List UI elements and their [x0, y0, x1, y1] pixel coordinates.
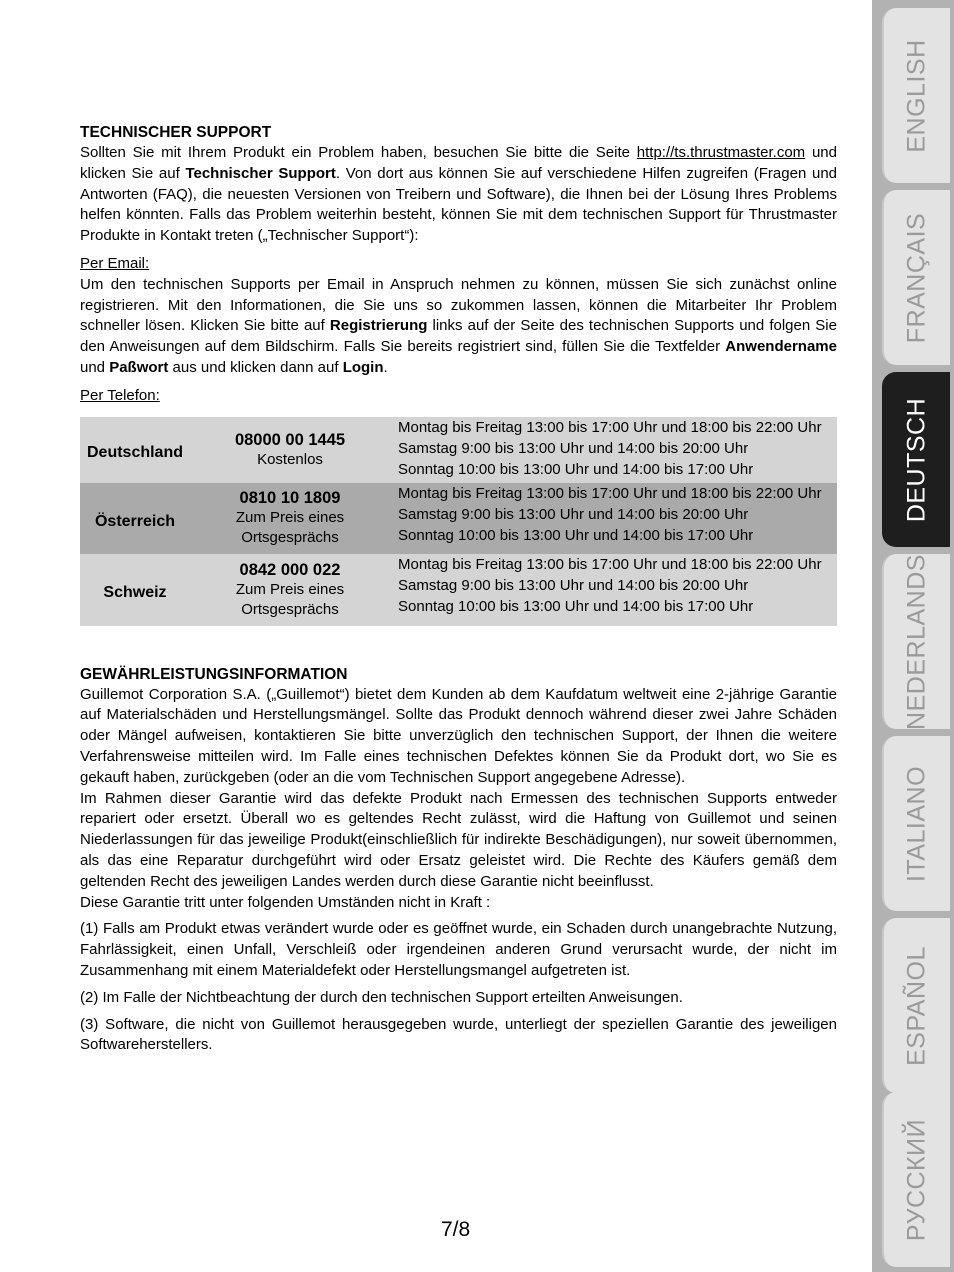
country-cell: Österreich — [94, 512, 176, 530]
support-link[interactable]: http://ts.thrustmaster.com — [636, 144, 806, 161]
hours-line: Samstag 9:00 bis 13:00 Uhr und 14:00 bis 20:00 Uhr — [398, 505, 749, 523]
support-intro: Sollten Sie mit Ihrem Produkt ein Problem haben, besuchen Sie bitte die Seite http://ts.thrustmaster.com und klicken Sie auf Technischer Support. Von dort aus können Sie auf verschiedene Hilfen zugreifen (Fragen und Antworten (FAQ), die neuesten Versionen von Treibern und Software), die Ihnen bei der Lösung Ihres Problems helfen könnten. Falls das Problem weiterhin besteht, können Sie mit dem technischen Support für Thrustmaster Produkte in Kontakt treten („Technischer Support“): — [80, 144, 837, 245]
tab-label: NEDERLANDS — [902, 553, 931, 730]
phone-label: Per Telefon: — [80, 386, 160, 404]
hours-cell — [390, 483, 837, 554]
phone-cell — [190, 417, 390, 483]
country-cell: Deutschland — [86, 444, 183, 462]
phone-rate: Ortsgesprächs — [241, 600, 339, 618]
country-cell: Schweiz — [103, 584, 167, 602]
tab-italiano[interactable] — [882, 736, 950, 911]
tab-nederlands[interactable] — [882, 554, 950, 729]
hours-line: Sonntag 10:00 bis 13:00 Uhr und 14:00 bis 17:00 Uhr — [398, 460, 754, 478]
tab-label: ESPAÑOL — [902, 945, 931, 1066]
tab-espanol[interactable] — [882, 918, 950, 1093]
phone-cell — [190, 554, 390, 626]
warranty-paragraph-3: Diese Garantie tritt unter folgenden Umständen nicht in Kraft : — [80, 893, 491, 911]
tab-label: ENGLISH — [902, 38, 931, 153]
phone-rate: Ortsgesprächs — [241, 529, 339, 547]
tab-label: ITALIANO — [902, 765, 931, 882]
tab-deutsch[interactable] — [882, 372, 950, 547]
email-paragraph: Um den technischen Supports per Email in Anspruch nehmen zu können, müssen Sie sich zunächst online registrieren. Mit den Informationen, die Sie uns so zukommen lassen, können die Mitarbeiter Ihr Problem schneller lösen. Klicken Sie bitte auf Registrierung links auf der Seite des technischen Supports und folgen Sie den Anweisungen auf dem Bildschirm. Falls Sie bereits registriert sind, füllen Sie die Textfelder Anwendername und Paßwort aus und klicken dann auf Login. — [80, 275, 837, 376]
support-phone-table — [80, 417, 837, 626]
hours-line: Sonntag 10:00 bis 13:00 Uhr und 14:00 bis 17:00 Uhr — [398, 597, 754, 615]
warranty-condition-2: (2) Im Falle der Nichtbeachtung der durch den technischen Support erteilten Anweisungen. — [80, 988, 683, 1006]
table-row — [80, 417, 837, 483]
tab-francais[interactable] — [882, 190, 950, 365]
phone-number: 0810 10 1809 — [239, 489, 341, 508]
phone-rate: Zum Preis eines — [235, 509, 345, 527]
warranty-condition-1: (1) Falls am Produkt etwas verändert wurde oder es geöffnet wurde, ein Schaden durch unangebrachte Nutzung, Fahrlässigkeit, einen Unfall, Verschleiß oder irgendeinen anderen Grund verursacht wurde, der nicht im Zusammenhang mit einem Materialdefekt oder Herstellungsmangel aufgetreten ist. — [80, 920, 837, 979]
tab-label: DEUTSCH — [902, 397, 931, 522]
tab-english[interactable] — [882, 8, 950, 183]
table-row — [80, 554, 837, 626]
table-row — [80, 483, 837, 554]
phone-cell — [190, 483, 390, 554]
page-content — [80, 122, 837, 1056]
hours-line: Samstag 9:00 bis 13:00 Uhr und 14:00 bis 20:00 Uhr — [398, 576, 749, 594]
phone-rate: Zum Preis eines — [235, 580, 345, 598]
tab-label: FRANÇAIS — [902, 212, 931, 343]
warranty-paragraph-2: Im Rahmen dieser Garantie wird das defekte Produkt nach Ermessen des technischen Supports entweder repariert oder ersetzt. Überall wo es geltendes Recht zulässt, wird die Haftung von Guillemot und seinen Niederlassungen für das jeweilige Produkt(einschließlich für indirekte Beschädigungen), nur soweit übernommen, als das eine Reparatur durchgeführt wird oder Ersatz geleistet wird. Die Rechte des Käufers gemäß dem geltenden Recht des jeweiligen Landes werden durch diese Garantie nicht beeinflusst. — [80, 789, 837, 890]
language-tabs — [872, 0, 954, 1272]
warranty-condition-3: (3) Software, die nicht von Guillemot herausgegeben wurde, unterliegt der speziellen Garantie des jeweiligen Softwareherstellers. — [80, 1015, 837, 1054]
tab-label: РУССКИЙ — [902, 1118, 931, 1241]
email-label: Per Email: — [80, 254, 150, 272]
tab-russian[interactable] — [882, 1092, 950, 1267]
phone-number: 08000 00 1445 — [234, 430, 346, 449]
hours-line: Montag bis Freitag 13:00 bis 17:00 Uhr und 18:00 bis 22:00 Uhr — [398, 418, 822, 436]
support-heading: TECHNISCHER SUPPORT — [80, 124, 272, 141]
hours-cell — [390, 554, 837, 626]
warranty-section — [80, 664, 837, 1057]
hours-line: Samstag 9:00 bis 13:00 Uhr und 14:00 bis 20:00 Uhr — [398, 439, 749, 457]
hours-line: Montag bis Freitag 13:00 bis 17:00 Uhr und 18:00 bis 22:00 Uhr — [398, 484, 822, 502]
warranty-heading: GEWÄHRLEISTUNGSINFORMATION — [80, 665, 348, 683]
hours-cell — [390, 417, 837, 483]
phone-number: 0842 000 022 — [239, 560, 341, 579]
warranty-paragraph-1: Guillemot Corporation S.A. („Guillemot“) bietet dem Kunden ab dem Kaufdatum weltweit eine 2-jährige Garantie auf Materialschäden und Herstellungsmängel. Sollte das Produkt dennoch während dieser zwei Jahre Schäden oder Mängel aufweisen, kontaktieren Sie bitte unverzüglich den technischen Support, der Ihnen die weitere Verfahrensweise mitteilen wird. Im Falle eines technischen Defektes können Sie da Produkt dort, wo Sie es gekauft haben, zurückgeben (oder an die vom Technischen Support angegebene Adresse). — [80, 685, 837, 786]
hours-line: Montag bis Freitag 13:00 bis 17:00 Uhr und 18:00 bis 22:00 Uhr — [398, 555, 822, 573]
page-number: 7/8 — [441, 1218, 471, 1241]
phone-rate: Kostenlos — [257, 450, 323, 468]
hours-line: Sonntag 10:00 bis 13:00 Uhr und 14:00 bis 17:00 Uhr — [398, 526, 754, 544]
